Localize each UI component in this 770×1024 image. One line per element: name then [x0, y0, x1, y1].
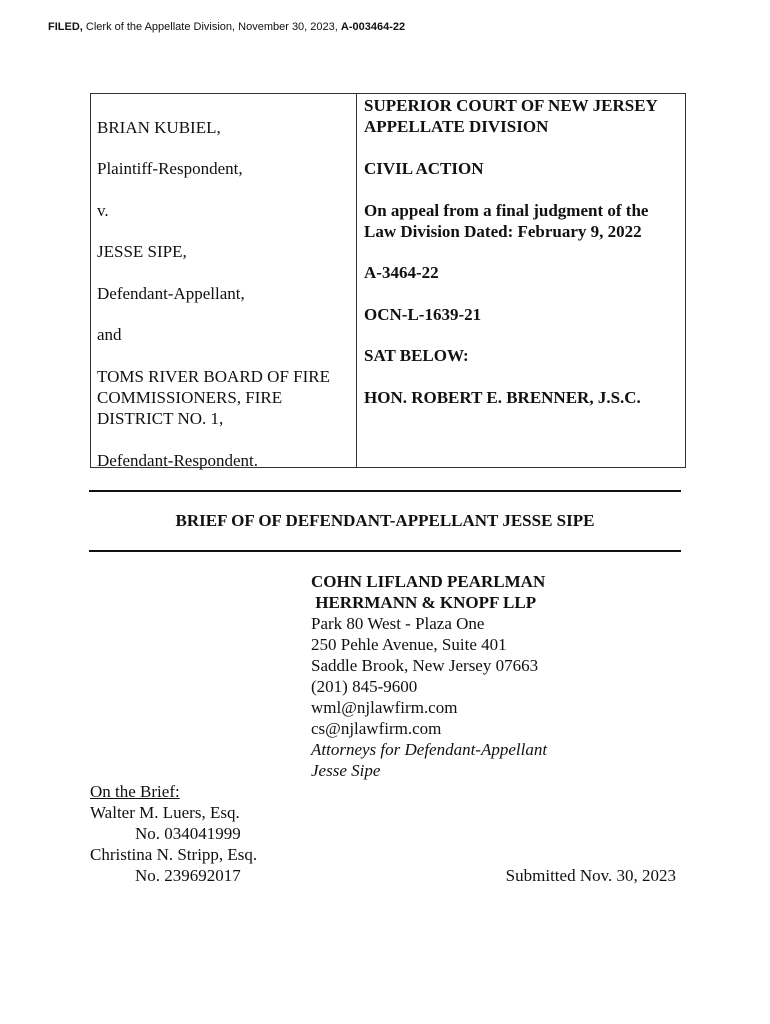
plaintiff-role: Plaintiff-Respondent, — [97, 159, 243, 178]
brief-title: BRIEF OF OF DEFENDANT-APPELLANT JESSE SIPE — [175, 511, 595, 530]
firm-address-line2: 250 Pehle Avenue, Suite 401 — [311, 635, 507, 654]
defendant2-role: Defendant-Respondent. — [97, 451, 258, 470]
appeal-line2: Law Division Dated: February 9, 2022 — [364, 222, 642, 241]
defendant1-role: Defendant-Appellant, — [97, 284, 245, 303]
filing-stamp-docket: A-003464-22 — [340, 21, 406, 33]
defendant2-name-line3: DISTRICT NO. 1, — [97, 409, 224, 428]
sat-below-label: SAT BELOW: — [364, 346, 469, 365]
attorneys-for-line2: Jesse Sipe — [311, 761, 381, 780]
firm-address-line3: Saddle Brook, New Jersey 07663 — [311, 656, 539, 675]
attorney1-name: Walter M. Luers, Esq. — [90, 803, 240, 822]
filing-stamp — [48, 21, 405, 33]
ocn-number: OCN-L-1639-21 — [364, 305, 482, 324]
filing-stamp-prefix: FILED, — [48, 21, 83, 33]
defendant2-name-line1: TOMS RIVER BOARD OF FIRE — [97, 367, 331, 386]
firm-email-2: cs@njlawfirm.com — [311, 719, 442, 738]
and-label: and — [97, 325, 122, 344]
title-rule-top — [89, 490, 681, 492]
defendant2-name-line2: COMMISSIONERS, FIRE — [97, 388, 283, 407]
firm-name-line1: COHN LIFLAND PEARLMAN — [311, 572, 546, 591]
defendant1-name: JESSE SIPE, — [97, 242, 187, 261]
judge-name: HON. ROBERT E. BRENNER, J.S.C. — [364, 388, 641, 407]
attorney1-number: No. 034041999 — [135, 824, 241, 843]
docket-number: A-3464-22 — [364, 263, 439, 282]
firm-name-line2: HERRMANN & KNOPF LLP — [311, 593, 537, 612]
attorney2-number: No. 239692017 — [135, 866, 241, 885]
court-name-line1: SUPERIOR COURT OF NEW JERSEY — [364, 96, 658, 115]
appeal-line1: On appeal from a final judgment of the — [364, 201, 649, 220]
civil-action-label: CIVIL ACTION — [364, 159, 484, 178]
submitted-date: Submitted Nov. 30, 2023 — [505, 866, 676, 885]
filing-stamp-text: Clerk of the Appellate Division, November 30, 2023, — [82, 21, 341, 33]
on-the-brief-heading: On the Brief: — [90, 782, 180, 801]
title-rule-bottom — [89, 550, 681, 552]
attorneys-for-line1: Attorneys for Defendant-Appellant — [311, 740, 548, 759]
court-name-line2: APPELLATE DIVISION — [364, 117, 549, 136]
versus-label: v. — [97, 201, 109, 220]
firm-email-1: wml@njlawfirm.com — [311, 698, 458, 717]
firm-address-line1: Park 80 West - Plaza One — [311, 614, 485, 633]
plaintiff-name: BRIAN KUBIEL, — [97, 118, 221, 137]
attorney2-name: Christina N. Stripp, Esq. — [90, 845, 258, 864]
caption-divider — [356, 93, 357, 468]
firm-phone: (201) 845-9600 — [311, 677, 418, 696]
